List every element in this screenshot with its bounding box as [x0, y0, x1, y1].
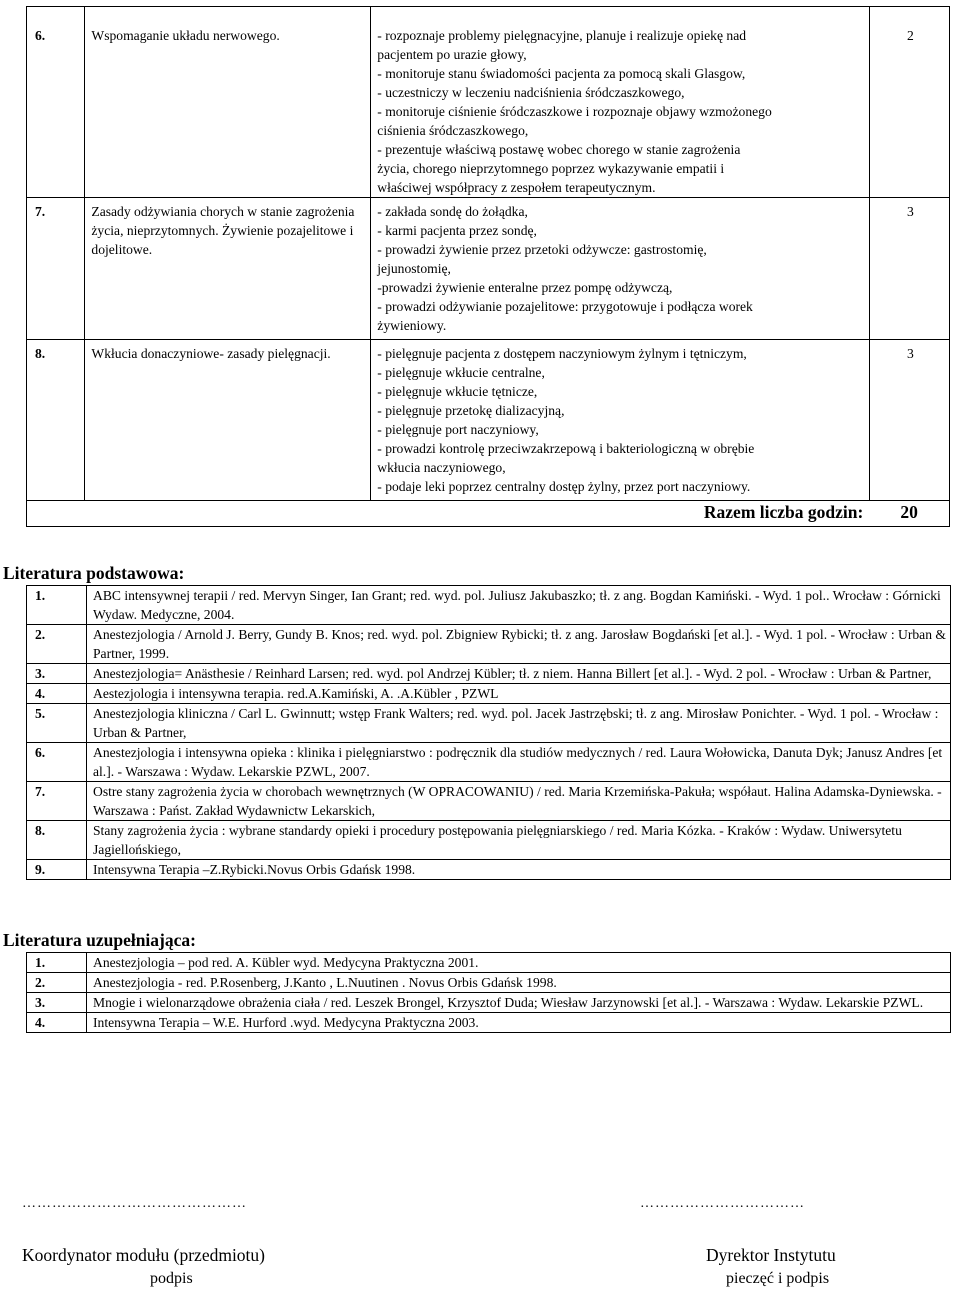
item-text: Anestezjologia - red. P.Rosenberg, J.Kanto , L.Nuutinen . Novus Orbis Gdańsk 1998. — [87, 973, 951, 993]
description-line: - monitoruje stanu świadomości pacjenta za pomocą skali Glasgow, — [377, 66, 746, 81]
coordinator-signature-caption: podpis — [150, 1270, 193, 1287]
item-number: 1. — [27, 586, 87, 625]
director-title: Dyrektor Instytutu — [706, 1245, 836, 1265]
item-text: Anestezjologia= Anästhesie / Reinhard Larsen; red. wyd. pol Andrzej Kübler; tł. z niem. Hanna Billert [et al.]. - Wyd. 2 pol. - Wrocław : Urban & Partner, — [87, 664, 951, 684]
literature-item — [27, 704, 951, 743]
supplementary-literature-table — [26, 952, 951, 1033]
description-line: wkłucia naczyniowego, — [377, 460, 506, 475]
literature-item — [27, 625, 951, 664]
topic-number: 7. — [27, 198, 85, 340]
description-line: - pielęgnuje port naczyniowy, — [377, 422, 539, 437]
item-text: Anestezjologia i intensywna opieka : klinika i pielęgniarstwo : podręcznik dla studiów medycznych / red. Laura Wołowicka, Danuta Dyk; Janusz Andres [et al.]. - Warszawa : Wydaw. Lekarskie PZWL, 2007. — [87, 743, 951, 782]
topic-row — [27, 198, 950, 340]
item-number: 7. — [27, 782, 87, 821]
item-number: 2. — [27, 973, 87, 993]
topic-name: Zasady odżywiania chorych w stanie zagrożenia życia, nieprzytomnych. Żywienie pozajelitowe i dojelitowe. — [85, 198, 371, 340]
item-number: 5. — [27, 704, 87, 743]
description-line: - prowadzi odżywianie pozajelitowe: przygotowuje i podłącza worek — [377, 299, 753, 314]
total-hours-value: 20 — [869, 501, 949, 527]
item-text: Intensywna Terapia – W.E. Hurford .wyd. Medycyna Praktyczna 2003. — [87, 1013, 951, 1033]
topic-name: Wspomaganie układu nerwowego. — [85, 7, 371, 198]
description-line: - pielęgnuje wkłucie centralne, — [377, 365, 545, 380]
signature-line: ……………………………………… — [22, 1196, 247, 1211]
item-text: Anestezjologia kliniczna / Carl L. Gwinnutt; wstęp Frank Walters; red. wyd. pol. Jacek Jastrzębski; tł. z ang. Mirosław Ponichter. - Wyd. 1 pol. - Wrocław : Urban & Partner, — [87, 704, 951, 743]
coordinator-title: Koordynator modułu (przedmiotu) — [22, 1245, 266, 1265]
literature-item — [27, 821, 951, 860]
description-line: - karmi pacjenta przez sondę, — [377, 223, 537, 238]
description-line: - uczestniczy w leczeniu nadciśnienia śródczaszkowego, — [377, 85, 685, 100]
item-number: 4. — [27, 1013, 87, 1033]
description-line: pacjentem po urazie głowy, — [377, 47, 527, 62]
description-line: jejunostomię, — [377, 261, 451, 276]
item-number: 4. — [27, 684, 87, 704]
total-hours-label: Razem liczba godzin: — [27, 501, 870, 527]
supplementary-literature-heading: Literatura uzupełniająca: — [3, 930, 196, 950]
item-number: 3. — [27, 664, 87, 684]
description-line: - prezentuje właściwą postawę wobec chorego w stanie zagrożenia — [377, 142, 741, 157]
literature-item — [27, 664, 951, 684]
topic-row — [27, 7, 950, 198]
total-row — [27, 501, 950, 527]
description-line: - rozpoznaje problemy pielęgnacyjne, planuje i realizuje opiekę nad — [377, 28, 747, 43]
item-number: 9. — [27, 860, 87, 880]
topic-number: 6. — [27, 7, 85, 198]
literature-item — [27, 953, 951, 973]
description-line: - zakłada sondę do żołądka, — [377, 204, 528, 219]
item-number: 6. — [27, 743, 87, 782]
description-line: -prowadzi żywienie enteralne przez pompę odżywczą, — [377, 280, 673, 295]
topic-number: 8. — [27, 340, 85, 501]
director-signature-caption: pieczęć i podpis — [726, 1270, 830, 1287]
topic-name: Wkłucia donaczyniowe- zasady pielęgnacji. — [85, 340, 371, 501]
item-number: 3. — [27, 993, 87, 1013]
item-text: Intensywna Terapia –Z.Rybicki.Novus Orbis Gdańsk 1998. — [87, 860, 951, 880]
description-line: żywieniowy. — [377, 318, 447, 333]
description-line: - monitoruje ciśnienie śródczaszkowe i rozpoznaje objawy wzmożonego — [377, 104, 772, 119]
literature-item — [27, 1013, 951, 1033]
signature-line: …………………………… — [640, 1196, 805, 1211]
description-line: - pielęgnuje przetokę dializacyjną, — [377, 403, 565, 418]
description-line: - prowadzi kontrolę przeciwzakrzepową i bakteriologiczną w obrębie — [377, 441, 755, 456]
topic-description — [371, 198, 870, 340]
topic-description — [371, 340, 870, 501]
item-number: 1. — [27, 953, 87, 973]
literature-item — [27, 684, 951, 704]
literature-item — [27, 782, 951, 821]
director-signature-block — [640, 1196, 940, 1290]
coordinator-signature-block — [22, 1196, 265, 1290]
description-line: - pielęgnuje pacjenta z dostępem naczyniowym żylnym i tętniczym, — [377, 346, 747, 361]
description-line: - pielęgnuje wkłucie tętnicze, — [377, 384, 538, 399]
literature-item — [27, 743, 951, 782]
topic-description — [371, 7, 870, 198]
literature-item — [27, 973, 951, 993]
item-text: ABC intensywnej terapii / red. Mervyn Singer, Ian Grant; red. wyd. pol. Juliusz Jakubaszko; tł. z ang. Bogdan Kamiński. - Wyd. 1 pol.. Wrocław : Górnicki Wydaw. Medyczne, 2004. — [87, 586, 951, 625]
topic-hours: 3 — [869, 340, 949, 501]
literature-item — [27, 860, 951, 880]
description-line: właściwej współpracy z zespołem terapeutycznym. — [377, 180, 656, 195]
item-text: Anestezjologia – pod red. A. Kübler wyd. Medycyna Praktyczna 2001. — [87, 953, 951, 973]
topic-hours: 2 — [869, 7, 949, 198]
literature-item — [27, 586, 951, 625]
topic-hours: 3 — [869, 198, 949, 340]
item-text: Aestezjologia i intensywna terapia. red.A.Kamiński, A. .A.Kübler , PZWL — [87, 684, 951, 704]
description-line: ciśnienia śródczaszkowego, — [377, 123, 529, 138]
basic-literature-table — [26, 585, 951, 880]
description-line: - prowadzi żywienie przez przetoki odżywcze: gastrostomię, — [377, 242, 707, 257]
description-line: życia, chorego nieprzytomnego poprzez wykazywanie empatii i — [377, 161, 725, 176]
topics-table — [26, 6, 950, 527]
item-text: Mnogie i wielonarządowe obrażenia ciała / red. Leszek Brongel, Krzysztof Duda; Wiesław Jarzynowski [et al.]. - Warszawa : Wydaw. Lekarskie PZWL. — [87, 993, 951, 1013]
topic-row — [27, 340, 950, 501]
description-line: - podaje leki poprzez centralny dostęp żylny, przez port naczyniowy. — [377, 479, 751, 494]
item-text: Anestezjologia / Arnold J. Berry, Gundy B. Knos; red. wyd. pol. Zbigniew Rybicki; tł. z ang. Jarosław Bogdański [et al.]. - Wyd. 1 pol. - Wrocław : Urban & Partner, 1999. — [87, 625, 951, 664]
item-number: 2. — [27, 625, 87, 664]
item-text: Stany zagrożenia życia : wybrane standardy opieki i procedury postępowania pielęgniarskiego / red. Maria Kózka. - Kraków : Wydaw. Uniwersytetu Jagiellońskiego, — [87, 821, 951, 860]
item-number: 8. — [27, 821, 87, 860]
basic-literature-heading: Literatura podstawowa: — [3, 563, 185, 583]
item-text: Ostre stany zagrożenia życia w chorobach wewnętrznych (W OPRACOWANIU) / red. Maria Krzemińska-Pakuła; współaut. Halina Adamska-Dyniewska. - Warszawa : Państ. Zakład Wydawnictw Lekarskich, — [87, 782, 951, 821]
literature-item — [27, 993, 951, 1013]
